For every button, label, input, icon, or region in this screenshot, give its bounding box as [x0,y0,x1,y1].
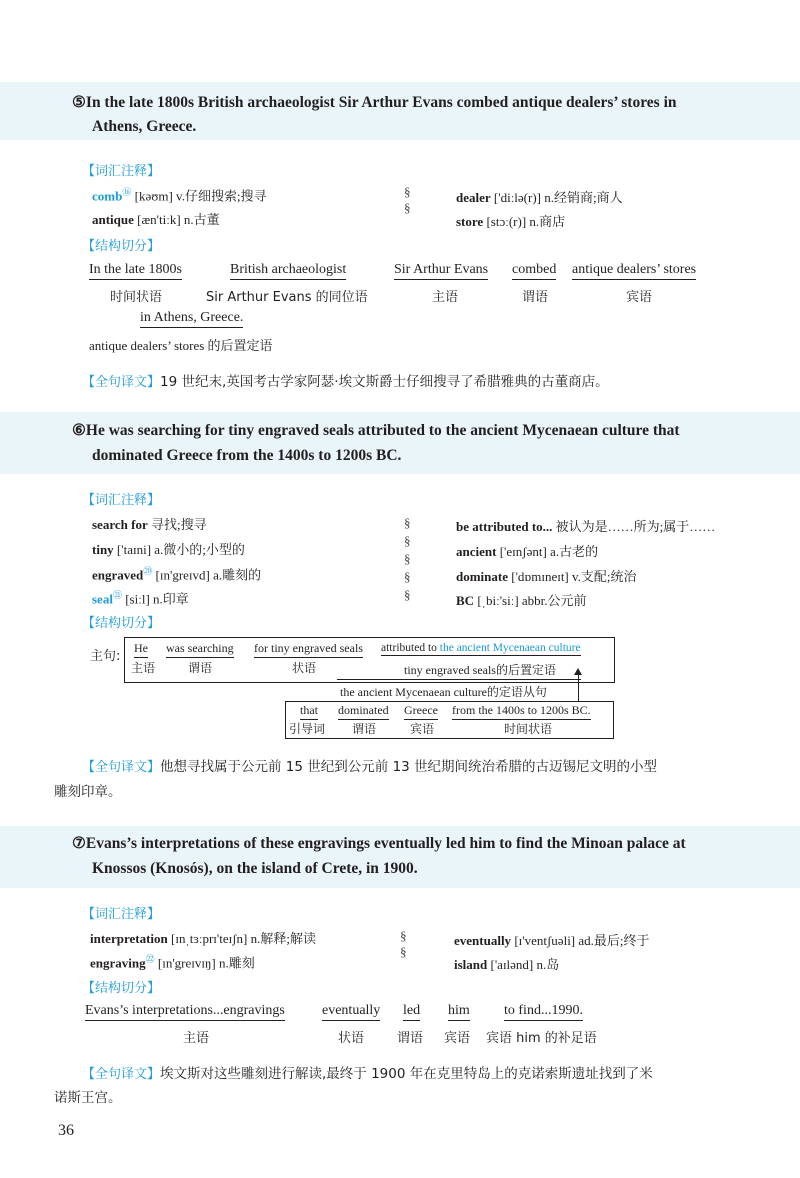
chunk-7-3-label: 谓语 [397,1031,424,1046]
struct-tag-6: 【结构切分】 [82,616,161,631]
vocab-6-seal: seal$^㉑$ [siːl] n.印章 [92,590,189,607]
vocab-5-store: store [stɔː(r)] n.商店 [456,214,566,229]
divider-icon: § § [400,928,407,959]
box-6-searching-label: 谓语 [188,661,213,675]
box-6-he: He [134,641,148,658]
sentence-7-line2: Knossos (Knosós), on the island of Crete, in 1900. [92,860,418,877]
sentence-5-line1: ⑤In the late 1800s British archaeologist Sir Arthur Evans combed antique dealers’ stores in [72,94,677,111]
box-6-attributed-label: tiny engraved seals的后置定语 [404,663,556,677]
chunk-5-6-label: antique dealers’ stores 的后置定语 [89,338,273,353]
vocab-tag-6: 【词汇注释】 [82,493,161,508]
rel-dominated-label: 谓语 [352,722,377,736]
arrow-up-icon [574,668,582,675]
box-6-connector [337,679,581,680]
box-6-for: for tiny engraved seals [254,641,363,658]
vocab-6-attributed: be attributed to... 被认为是……所为;属于…… [456,519,716,534]
vocab-7-engraving: engraving$^㉒$ [ɪn'greɪvɪŋ] n.雕刻 [90,954,255,971]
chunk-5-5-label: 宾语 [626,290,653,305]
chunk-7-1: Evans’s interpretations...engravings [85,1003,285,1021]
trans-tag-7: 【全句译文】 [82,1067,161,1082]
chunk-7-2: eventually [322,1003,380,1021]
sentence-6-line1: ⑥He was searching for tiny engraved seals attributed to the ancient Mycenaean culture that [72,422,680,439]
vocab-6-bc: BC [ˌbiː'siː] abbr.公元前 [456,593,587,608]
translation-7-line2: 诺斯王宫。 [54,1090,122,1106]
trans-tag-6: 【全句译文】 [82,760,161,775]
chunk-5-1: In the late 1800s [89,262,182,280]
sentence-7-number: ⑦ [72,835,86,852]
trans-tag-5: 【全句译文】 [82,375,161,390]
rel-dominated: dominated [338,703,389,720]
box-6-for-label: 状语 [292,661,317,675]
vocab-7-eventually: eventually [ɪ'ventʃuəli] ad.最后;终于 [454,933,650,948]
connector-line [578,672,579,702]
vocab-6-engraved: engraved⑳ [ɪn'greɪvd] a.雕刻的 [92,566,262,583]
chunk-5-3-label: 主语 [432,290,459,305]
rel-that: that [300,703,318,720]
struct-tag-5: 【结构切分】 [82,239,161,254]
chunk-5-4-label: 谓语 [522,290,549,305]
chunk-7-5: to find...1990. [504,1003,583,1021]
box-6-attributed: attributed to the ancient Mycenaean culture [381,642,581,654]
chunk-5-4: combed [512,262,556,280]
chunk-7-4-label: 宾语 [444,1031,471,1046]
rel-from-label: 时间状语 [504,722,553,736]
translation-6-line2: 雕刻印章。 [54,784,122,800]
relative-clause-label: the ancient Mycenaean culture的定语从句 [340,685,547,699]
vocab-7-island: island ['aɪlənd] n.岛 [454,957,560,972]
vocab-6-search-for: search for 寻找;搜寻 [92,517,207,532]
sentence-6-line2: dominated Greece from the 1400s to 1200s BC. [92,447,402,464]
vocab-6-tiny: tiny ['taɪni] a.微小的;小型的 [92,542,245,557]
box-6-he-label: 主语 [131,661,156,675]
chunk-7-4: him [448,1003,470,1021]
vocab-5-dealer: dealer ['diːlə(r)] n.经销商;商人 [456,190,623,205]
chunk-5-6: in Athens, Greece. [140,310,243,328]
sentence-6-number: ⑥ [72,422,86,439]
chunk-7-1-label: 主语 [183,1031,210,1046]
rel-greece: Greece [404,703,438,720]
vocab-6-dominate: dominate ['dɒmɪneɪt] v.支配;统治 [456,569,637,584]
vocab-7-interpretation: interpretation [ɪnˌtɜːprɪ'teɪʃn] n.解释;解读 [90,931,316,946]
vocab-5-comb: comb⑯ [kəʊm] v.仔细搜索;搜寻 [92,187,267,204]
vocab-tag-5: 【词汇注释】 [82,164,161,179]
rel-that-label: 引导词 [289,722,326,736]
translation-6-line1: 【全句译文】他想寻找属于公元前 15 世纪到公元前 13 世纪期间统治希腊的古迈锡尼文明的小型 [82,759,658,775]
struct-tag-7: 【结构切分】 [82,981,161,996]
chunk-5-2-label: Sir Arthur Evans 的同位语 [206,290,368,305]
chunk-7-3: led [403,1003,420,1021]
chunk-7-2-label: 状语 [338,1031,365,1046]
sentence-7-line1: ⑦Evans’s interpretations of these engravings eventually led him to find the Minoan palace at [72,835,686,852]
rel-greece-label: 宾语 [410,722,435,736]
translation-7-line1: 【全句译文】埃文斯对这些雕刻进行解读,最终于 1900 年在克里特岛上的克诺索斯遗址找到了米 [82,1066,653,1082]
page-number: 36 [58,1122,74,1139]
translation-5: 【全句译文】19 世纪末,英国考古学家阿瑟·埃文斯爵士仔细搜寻了希腊雅典的古董商店。 [82,374,609,390]
chunk-5-3: Sir Arthur Evans [394,262,488,280]
box-6-searching: was searching [166,641,234,658]
vocab-5-antique: antique [æn'tiːk] n.古董 [92,212,220,227]
sentence-5-number: ⑤ [72,94,86,111]
divider-icon: § § [404,184,411,215]
chunk-5-2: British archaeologist [230,262,346,280]
chunk-5-5: antique dealers’ stores [572,262,696,280]
rel-from: from the 1400s to 1200s BC. [452,703,591,720]
vocab-tag-7: 【词汇注释】 [82,907,161,922]
sentence-5-line2: Athens, Greece. [92,118,197,135]
main-clause-label: 主句: [90,649,121,664]
chunk-5-1-label: 时间状语 [110,290,163,305]
divider-icon: § § § § § [404,515,411,602]
chunk-7-5-label: 宾语 him 的补足语 [486,1031,597,1046]
vocab-6-ancient: ancient ['eɪnʃənt] a.古老的 [456,544,599,559]
